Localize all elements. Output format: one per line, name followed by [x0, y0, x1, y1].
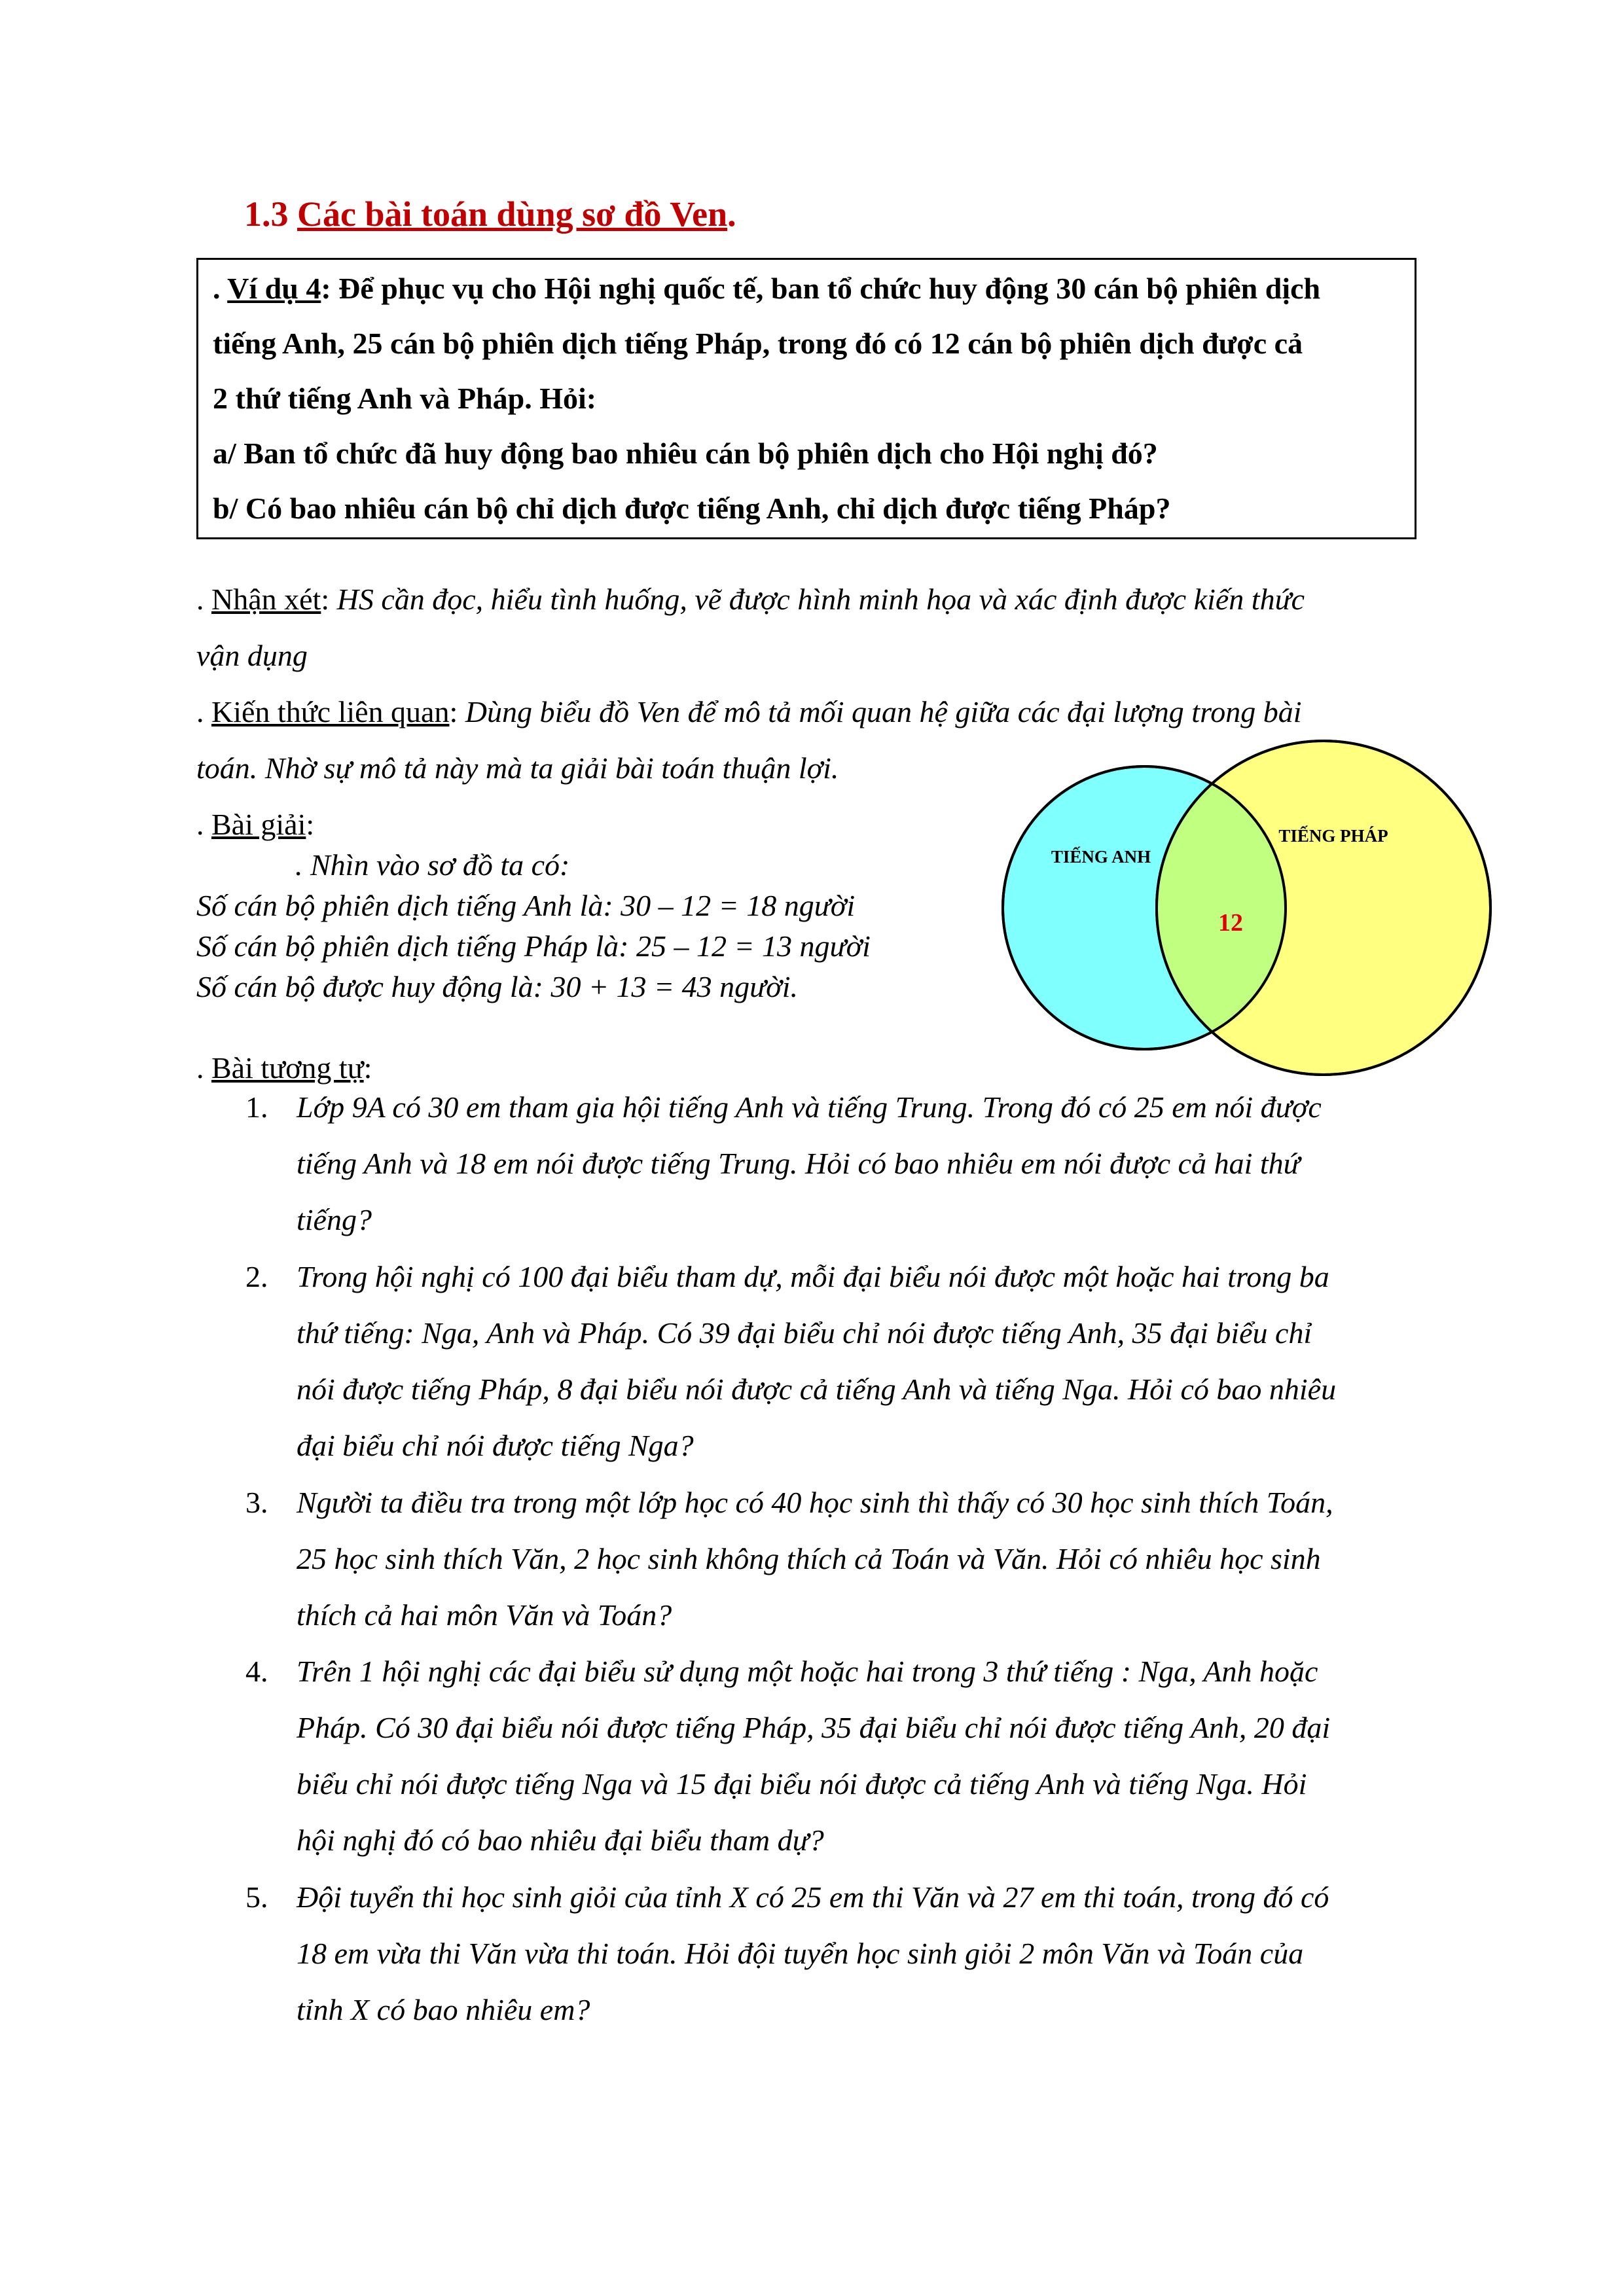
remark-label: Nhận xét	[211, 583, 321, 616]
exercise-item-3: Người ta điều tra trong một lớp học có 40 học sinh thì thấy có 30 học sinh thích Toán, 25 học sinh thích Văn, 2 học sinh không thích cả Toán và Văn. Hỏi có nhiêu học sinh thích cả hai môn Văn và Toán?	[297, 1486, 1333, 1632]
solution-heading: . Bài giải:	[196, 808, 315, 841]
item-number-3: 3.	[245, 1486, 268, 1519]
section-title	[244, 194, 736, 234]
example-box	[196, 258, 1416, 539]
solution-step-2: Số cán bộ phiên dịch tiếng Pháp là: 25 – 12 = 13 người	[196, 929, 871, 963]
exercise-item-1: Lớp 9A có 30 em tham gia hội tiếng Anh và tiếng Trung. Trong đó có 25 em nói được tiếng Anh và 18 em nói được tiếng Trung. Hỏi có bao nhiêu em nói được cả hai thứ tiếng?	[297, 1090, 1322, 1236]
venn-diagram	[1001, 740, 1499, 1080]
item-number-2: 2.	[245, 1260, 268, 1293]
remark-line-1: . Nhận xét: HS cần đọc, hiểu tình huống, vẽ được hình minh họa và xác định được kiến thức	[196, 583, 1305, 616]
example-question-a: a/ Ban tổ chức đã huy động bao nhiêu cán bộ phiên dịch cho Hội nghị đó?	[213, 437, 1158, 470]
solution-label: Bài giải	[211, 808, 306, 841]
similar-heading: . Bài tương tự:	[196, 1051, 372, 1085]
section-title-period: .	[727, 194, 736, 234]
venn-intersection-count: 12	[1218, 909, 1243, 937]
item-number-4: 4.	[245, 1655, 268, 1688]
example-question-b: b/ Có bao nhiêu cán bộ chỉ dịch được tiếng Anh, chỉ dịch được tiếng Pháp?	[213, 492, 1171, 525]
example-line-2: tiếng Anh, 25 cán bộ phiên dịch tiếng Pháp, trong đó có 12 cán bộ phiên dịch được cả	[213, 327, 1303, 360]
venn-label-english: TIẾNG ANH	[1051, 847, 1151, 867]
exercise-item-5: Đội tuyển thi học sinh giỏi của tỉnh X có 25 em thi Văn và 27 em thi toán, trong đó có 18 em vừa thi Văn vừa thi toán. Hỏi đội tuyển học sinh giỏi 2 môn Văn và Toán của tỉnh X có bao nhiêu em?	[297, 1880, 1329, 2026]
solution-step-3: Số cán bộ được huy động là: 30 + 13 = 43 người.	[196, 970, 798, 1003]
item-number-1: 1.	[245, 1090, 268, 1124]
knowledge-line-2: toán. Nhờ sự mô tả này mà ta giải bài toán thuận lợi.	[196, 751, 839, 785]
section-number: 1.3	[244, 194, 289, 234]
example-label: Ví dụ 4	[227, 272, 321, 305]
example-line-1: . Ví dụ 4: Để phục vụ cho Hội nghị quốc tế, ban tổ chức huy động 30 cán bộ phiên dịch	[213, 272, 1321, 305]
venn-label-french: TIẾNG PHÁP	[1278, 826, 1388, 846]
exercise-item-4: Trên 1 hội nghị các đại biểu sử dụng một hoặc hai trong 3 thứ tiếng : Nga, Anh hoặc Pháp. Có 30 đại biểu nói được tiếng Pháp, 35 đại biểu chỉ nói được tiếng Anh, 20 đại biểu chỉ nói được tiếng Nga và 15 đại biểu nói được cả tiếng Anh và tiếng Nga. Hỏi hội nghị đó có bao nhiêu đại biểu tham dự?	[297, 1655, 1331, 1857]
remark-line-2: vận dụng	[196, 639, 308, 672]
solution-step-1: Số cán bộ phiên dịch tiếng Anh là: 30 – 12 = 18 người	[196, 889, 856, 922]
item-number-5: 5.	[245, 1880, 268, 1914]
knowledge-label: Kiến thức liên quan	[211, 695, 450, 728]
exercise-item-2: Trong hội nghị có 100 đại biểu tham dự, mỗi đại biểu nói được một hoặc hai trong ba thứ tiếng: Nga, Anh và Pháp. Có 39 đại biểu chỉ nói được tiếng Anh, 35 đại biểu chỉ nói được tiếng Pháp, 8 đại biểu nói được cả tiếng Anh và tiếng Nga. Hỏi có bao nhiêu đại biểu chỉ nói được tiếng Nga?	[297, 1260, 1337, 1462]
example-line-3: 2 thứ tiếng Anh và Pháp. Hỏi:	[213, 382, 597, 415]
knowledge-line-1: . Kiến thức liên quan: Dùng biểu đồ Ven để mô tả mối quan hệ giữa các đại lượng trong bài	[196, 695, 1302, 728]
similar-label: Bài tương tự	[211, 1051, 364, 1085]
solution-intro: . Nhìn vào sơ đồ ta có:	[295, 848, 570, 882]
section-title-text: Các bài toán dùng sơ đồ Ven	[297, 194, 728, 234]
